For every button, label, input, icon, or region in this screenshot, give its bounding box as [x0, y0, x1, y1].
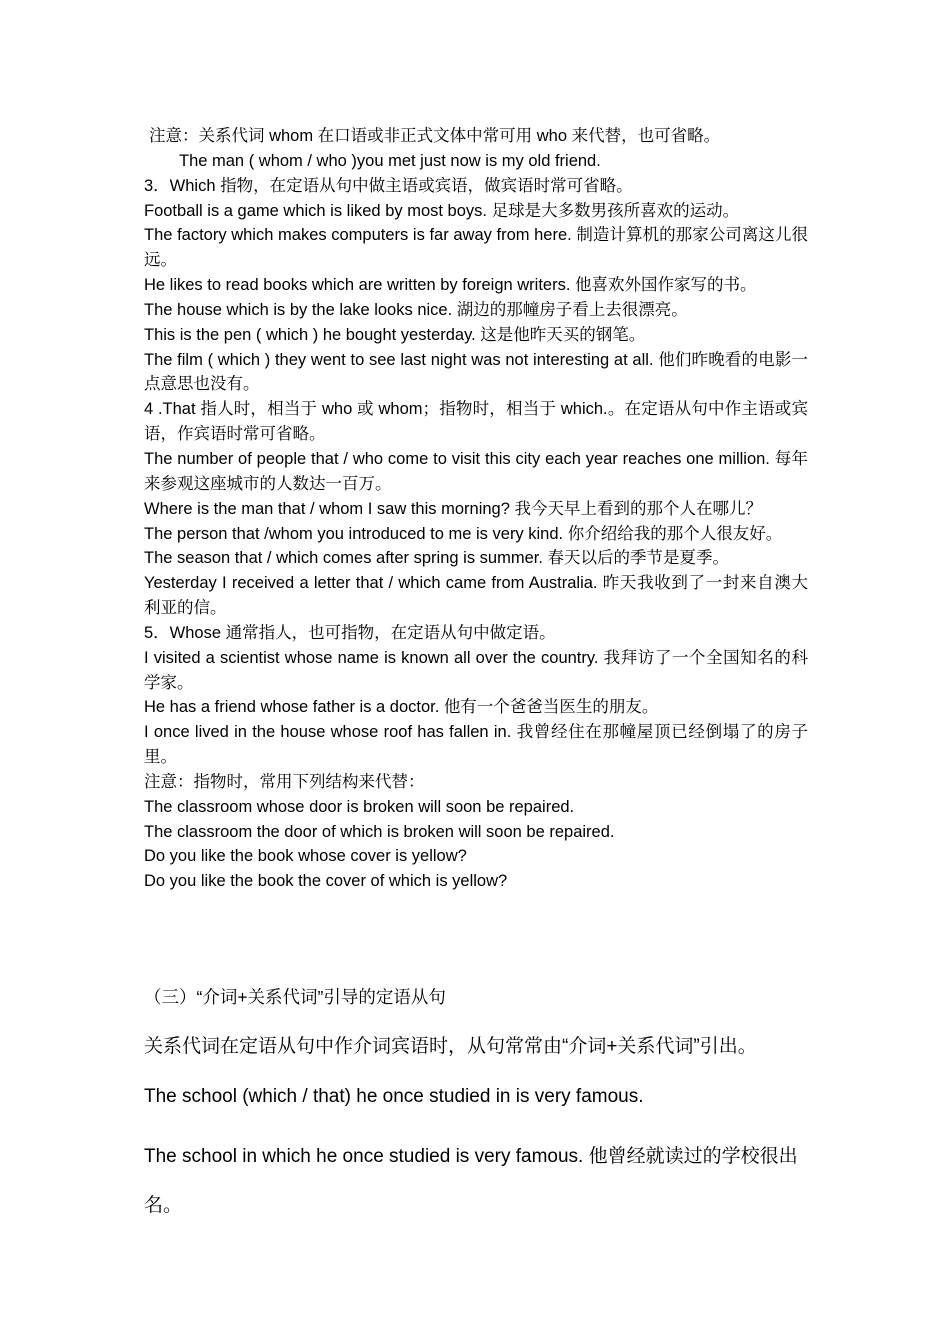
- section-heading-text: （三）“介词+关系代词”引导的定语从句: [144, 987, 446, 1007]
- example-line: The man ( whom / who )you met just now is my old friend.: [179, 151, 601, 170]
- example-line: He has a friend whose father is a doctor. 他有一个爸爸当医生的朋友。: [144, 698, 659, 717]
- rule-whose: 5．Whose 通常指人，也可指物，在定语从句中做定语。: [144, 623, 556, 642]
- grammar-notes: [144, 124, 808, 894]
- section-heading: [144, 984, 824, 1010]
- section-intro-text: 关系代词在定语从句中作介词宾语时，从句常常由“介词+关系代词”引出。: [144, 1036, 757, 1057]
- example-line: Do you like the book whose cover is yellow?: [144, 847, 467, 866]
- section-example-1: [144, 1083, 824, 1111]
- section-example-1-text: The school (which / that) he once studied in is very famous.: [144, 1086, 644, 1107]
- example-line: Do you like the book the cover of which is yellow?: [144, 872, 508, 891]
- rule-that: 4 .That 指人时，相当于 who 或 whom；指物时，相当于 which.。在定语从句中作主语或宾语，作宾语时常可省略。: [144, 400, 808, 444]
- example-line: The person that /whom you introduced to me is very kind. 你介绍给我的那个人很友好。: [144, 524, 783, 543]
- example-line: The factory which makes computers is far away from here. 制造计算机的那家公司离这儿很远。: [144, 226, 808, 270]
- example-line: The number of people that / who come to visit this city each year reaches one million. 每年来参观这座城市的人数达一百万。: [144, 449, 808, 493]
- example-line: The classroom whose door is broken will soon be repaired.: [144, 797, 575, 816]
- section-example-2-text: The school in which he once studied is very famous. 他曾经就读过的学校很出名。: [144, 1146, 798, 1216]
- example-line: The classroom the door of which is broken will soon be repaired.: [144, 822, 615, 841]
- example-line: He likes to read books which are written by foreign writers. 他喜欢外国作家写的书。: [144, 276, 757, 295]
- example-line: I once lived in the house whose roof has fallen in. 我曾经住在那幢屋顶已经倒塌了的房子里。: [144, 723, 808, 767]
- example-line: This is the pen ( which ) he bought yesterday. 这是他昨天买的钢笔。: [144, 325, 646, 344]
- example-line: The house which is by the lake looks nice. 湖边的那幢房子看上去很漂亮。: [144, 300, 688, 319]
- note-whose: 注意：指物时，常用下列结构来代替：: [144, 772, 425, 791]
- example-line: The season that / which comes after spring is summer. 春天以后的季节是夏季。: [144, 549, 730, 568]
- note-whom: 注意：关系代词 whom 在口语或非正式文体中常可用 who 来代替，也可省略。: [149, 127, 721, 145]
- example-line: Yesterday I received a letter that / which came from Australia. 昨天我收到了一封来自澳大利亚的信。: [144, 574, 808, 618]
- section-example-2: [144, 1132, 808, 1230]
- rule-which: 3．Which 指物，在定语从句中做主语或宾语，做宾语时常可省略。: [144, 176, 633, 195]
- example-line: I visited a scientist whose name is known all over the country. 我拜访了一个全国知名的科学家。: [144, 648, 808, 692]
- example-line: The film ( which ) they went to see last night was not interesting at all. 他们昨晚看的电影一点意思也没有。: [144, 350, 808, 394]
- example-line: Football is a game which is liked by most boys. 足球是大多数男孩所喜欢的运动。: [144, 201, 740, 220]
- example-line: Where is the man that / whom I saw this morning? 我今天早上看到的那个人在哪儿？: [144, 499, 762, 518]
- section-intro: [144, 1033, 824, 1061]
